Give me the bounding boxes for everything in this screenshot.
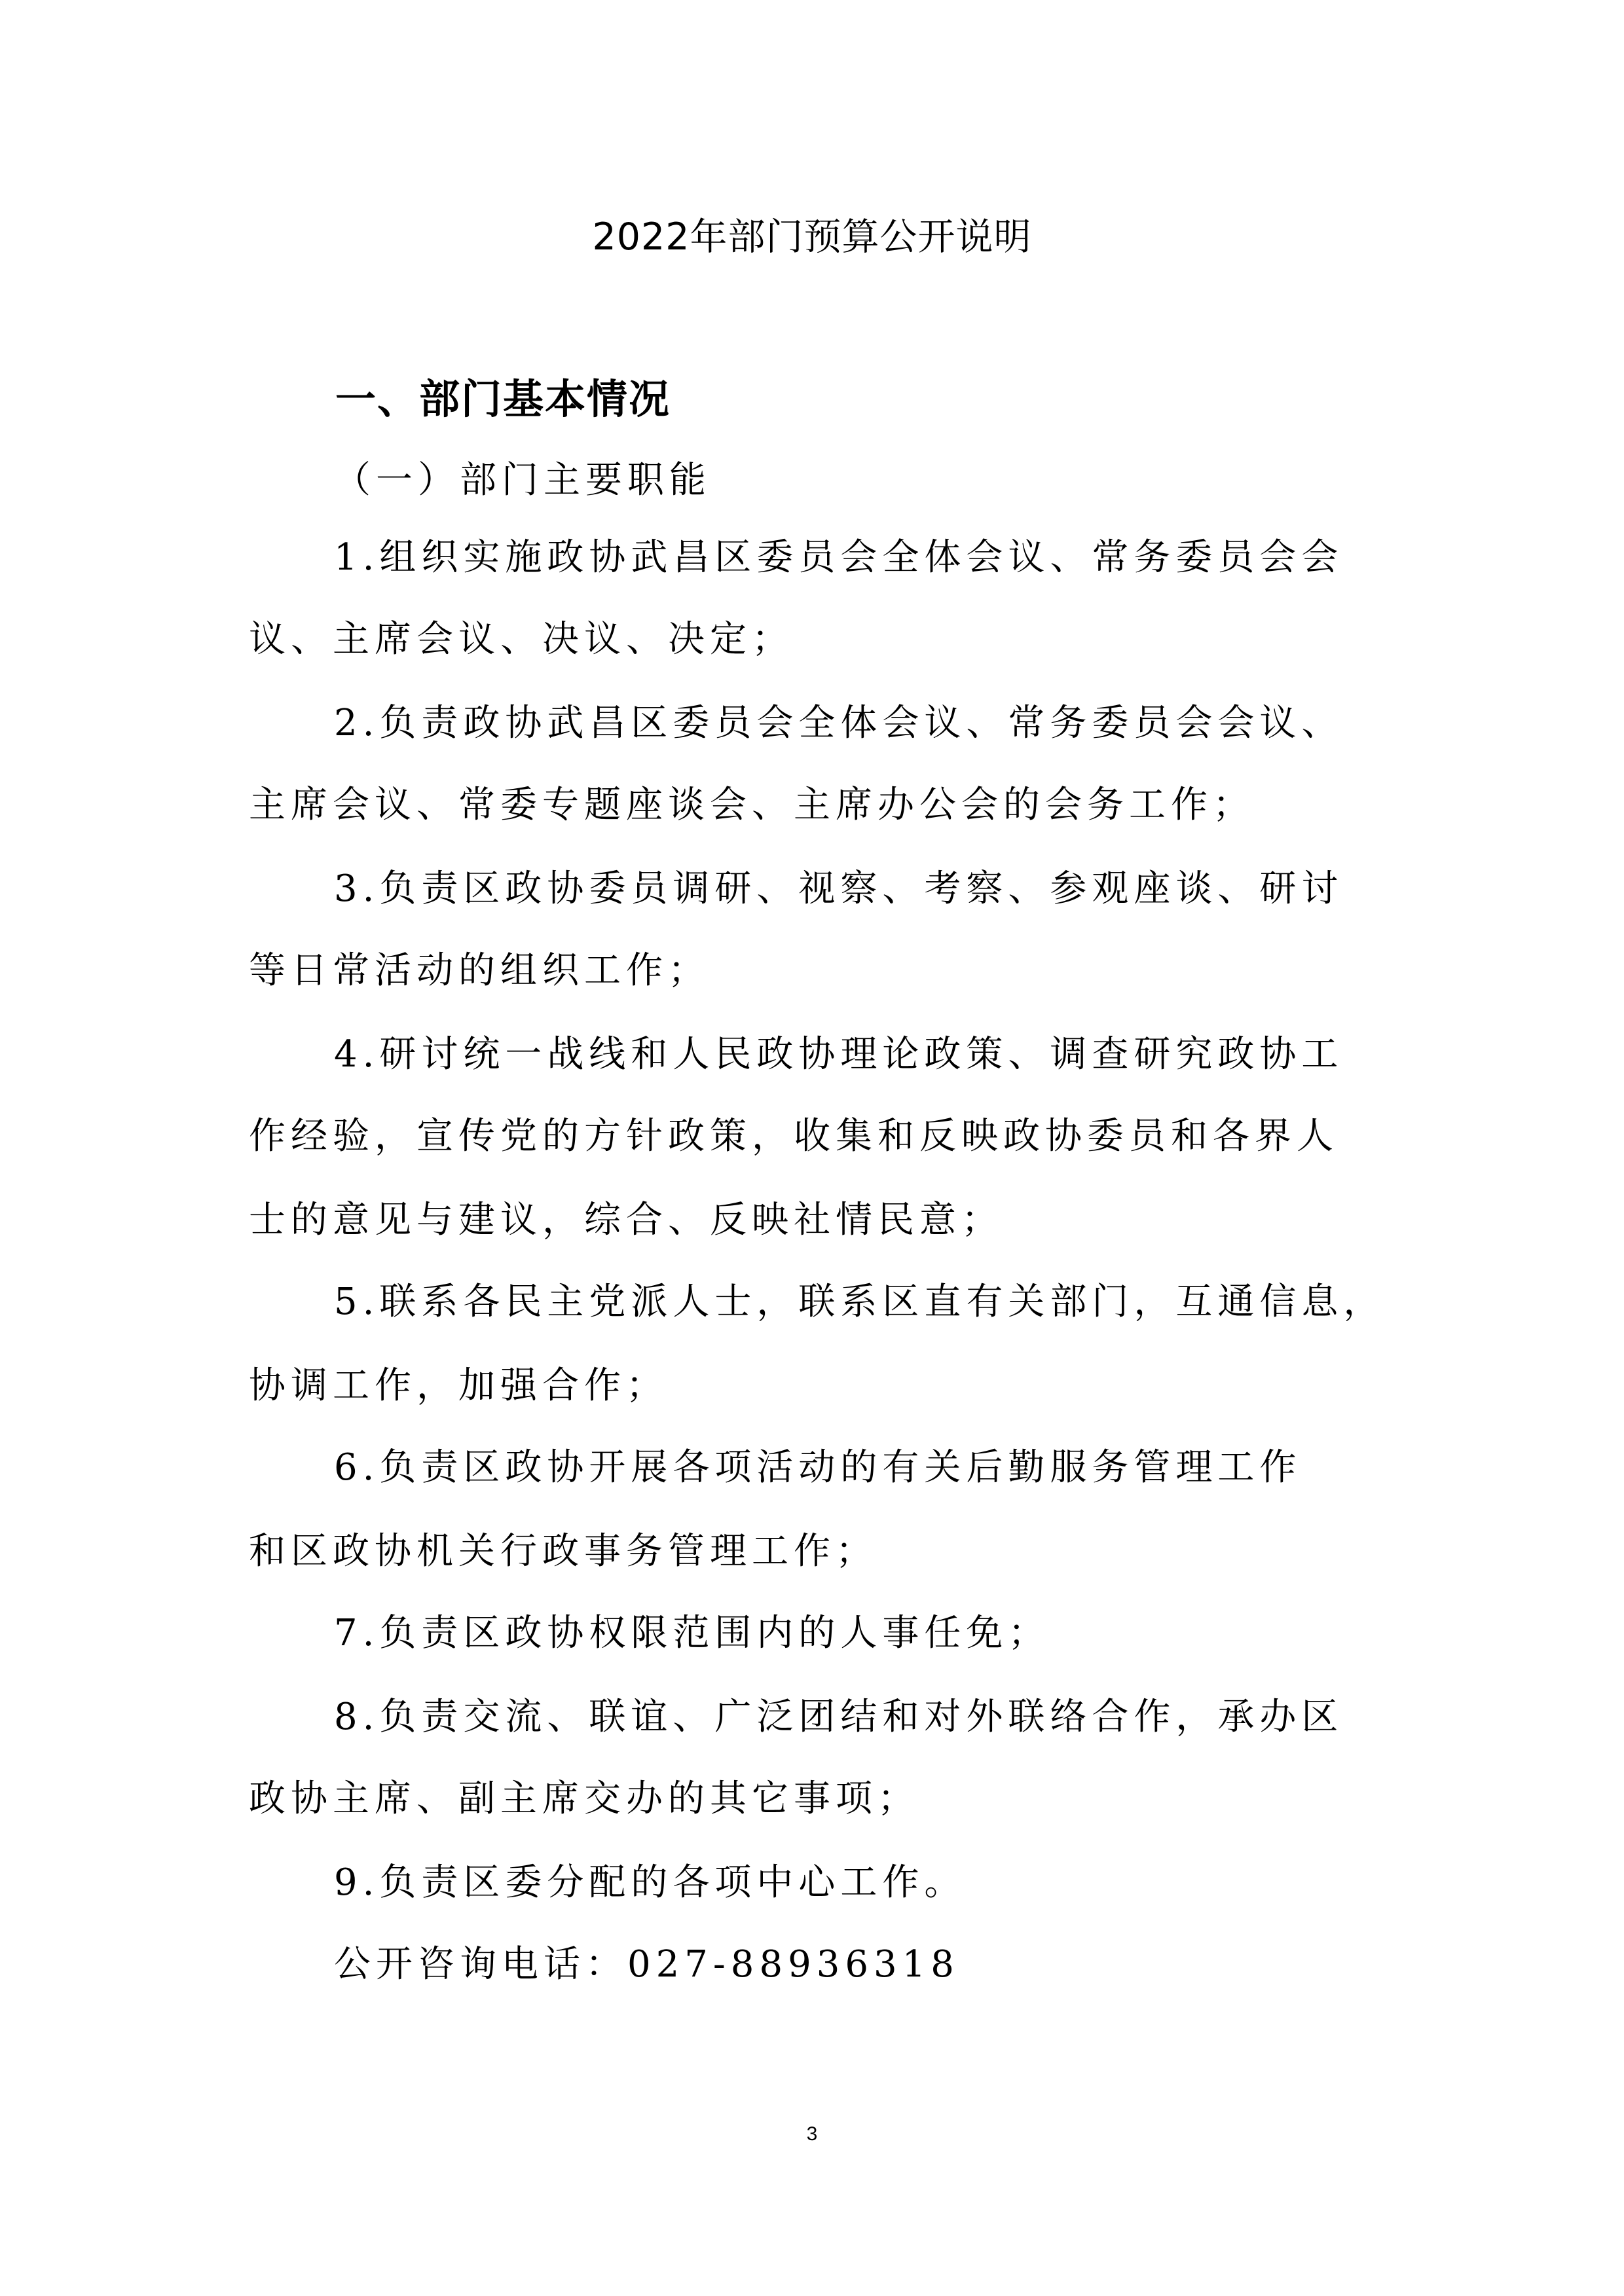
- paragraph-line: 和区政协机关行政事务管理工作；: [249, 1530, 877, 1573]
- contact-phone: 公开咨询电话：027-88936318: [334, 1943, 959, 1986]
- paragraph-line: 7.负责区政协权限范围内的人事任免；: [334, 1612, 1050, 1654]
- paragraph-line: 1.组织实施政协武昌区委员会全体会议、常务委员会会: [334, 536, 1344, 579]
- paragraph-line: 士的意见与建议，综合、反映社情民意；: [249, 1199, 1003, 1241]
- paragraph-line: 等日常活动的组织工作；: [249, 949, 710, 992]
- paragraph-line: 5.联系各民主党派人士，联系区直有关部门，互通信息，: [334, 1281, 1386, 1323]
- paragraph-line: 4.研讨统一战线和人民政协理论政策、调查研究政协工: [334, 1033, 1344, 1076]
- paragraph-line: 协调工作，加强合作；: [249, 1364, 668, 1407]
- section-heading: 一、部门基本情况: [335, 375, 671, 423]
- subheading: （一）部门主要职能: [334, 459, 711, 501]
- paragraph-line: 9.负责区委分配的各项中心工作。: [334, 1861, 967, 1904]
- document-title: 2022年部门预算公开说明: [592, 215, 1032, 259]
- paragraph-line: 政协主席、副主席交办的其它事项；: [249, 1777, 919, 1820]
- paragraph-line: 3.负责区政协委员调研、视察、考察、参观座谈、研讨: [334, 867, 1344, 910]
- paragraph-line: 8.负责交流、联谊、广泛团结和对外联络合作，承办区: [334, 1696, 1344, 1738]
- paragraph-line: 议、主席会议、决议、决定；: [249, 618, 794, 661]
- paragraph-line: 主席会议、常委专题座谈会、主席办公会的会务工作；: [249, 784, 1255, 826]
- paragraph-line: 2.负责政协武昌区委员会全体会议、常务委员会会议、: [334, 702, 1344, 744]
- paragraph-line: 6.负责区政协开展各项活动的有关后勤服务管理工作: [334, 1446, 1302, 1489]
- paragraph-line: 作经验，宣传党的方针政策，收集和反映政协委员和各界人: [249, 1115, 1338, 1157]
- page-number: 3: [806, 2123, 818, 2145]
